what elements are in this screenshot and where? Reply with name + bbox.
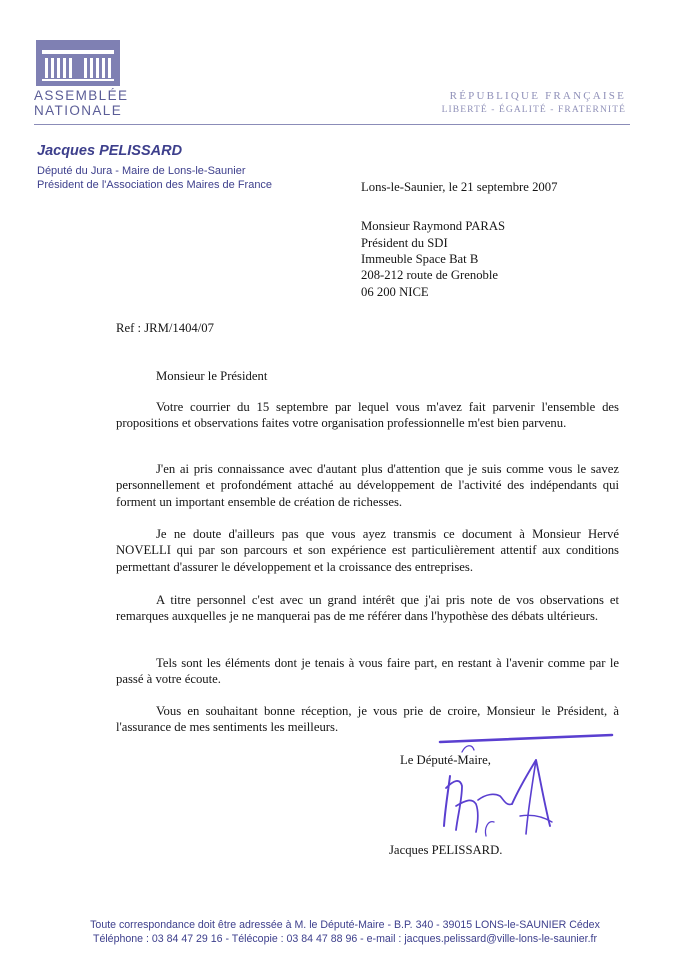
paragraph-4: A titre personnel c'est avec un grand intérêt que j'ai pris note de vos observations et remarques auxquelles je ne manquerai pas de me référer dans l'hypothèse des débats ultérieurs. <box>116 593 619 624</box>
footer-contact: Téléphone : 03 84 47 29 16 - Télécopie : 03 84 47 88 96 - e-mail : jacques.pelissard@ville-lons-le-saunier.fr <box>92 933 598 945</box>
handwritten-signature <box>400 730 630 850</box>
sender-title-line1: Député du Jura - Maire de Lons-le-Saunier <box>37 165 246 177</box>
assemblee-line1: ASSEMBLÉE <box>34 88 129 103</box>
assemblee-wordmark <box>34 88 129 118</box>
reference: Ref : JRM/1404/07 <box>116 321 214 335</box>
republique-header <box>420 89 626 117</box>
assemblee-line2: NATIONALE <box>34 103 123 118</box>
recipient-city: 06 200 NICE <box>361 285 429 299</box>
date-place: Lons-le-Saunier, le 21 septembre 2007 <box>361 180 558 194</box>
recipient-building: Immeuble Space Bat B <box>361 252 479 266</box>
republique-motto: LIBERTÉ - ÉGALITÉ - FRATERNITÉ <box>441 105 626 115</box>
sender-title-line2: Président de l'Association des Maires de France <box>37 179 273 191</box>
header-divider <box>34 124 630 125</box>
paragraph-1: Votre courrier du 15 septembre par lequel vous m'avez fait parvenir l'ensemble des propositions et observations faites votre organisation professionnelle m'est bien parvenu. <box>116 400 619 431</box>
footer-address: Toute correspondance doit être adressée à M. le Député-Maire - B.P. 340 - 39015 LONS-le-SAUNIER Cédex <box>90 919 600 931</box>
recipient-title: Président du SDI <box>361 236 448 250</box>
colonnade-icon <box>36 40 120 86</box>
recipient-name: Monsieur Raymond PARAS <box>361 219 506 233</box>
paragraph-6: Vous en souhaitant bonne réception, je vous prie de croire, Monsieur le Président, à l'assurance de mes sentiments les meilleurs. <box>116 704 619 735</box>
salutation: Monsieur le Président <box>156 369 268 383</box>
sender-name: Jacques PELISSARD <box>37 143 183 159</box>
signatory-name: Jacques PELISSARD. <box>389 843 503 857</box>
signatory-title: Le Député-Maire, <box>400 753 491 767</box>
recipient-street: 208-212 route de Grenoble <box>361 268 499 282</box>
signature-icon <box>400 730 630 850</box>
paragraph-2: J'en ai pris connaissance avec d'autant plus d'attention que je suis comme vous le savez personnellement et profondément attaché au développement de l'activité des indépendants qui forment un important ensemble de création de richesses. <box>116 462 619 509</box>
republique-title: RÉPUBLIQUE FRANÇAISE <box>449 90 626 102</box>
assemblee-logo <box>36 40 120 86</box>
paragraph-3: Je ne doute d'ailleurs pas que vous ayez transmis ce document à Monsieur Hervé NOVELLI qui par son parcours et son expérience est particulièrement attentif aux conditions permettant d'assurer le développement et la croissance des entreprises. <box>116 527 619 574</box>
paragraph-5: Tels sont les éléments dont je tenais à vous faire part, en restant à l'avenir comme par le passé à votre écoute. <box>116 656 619 687</box>
